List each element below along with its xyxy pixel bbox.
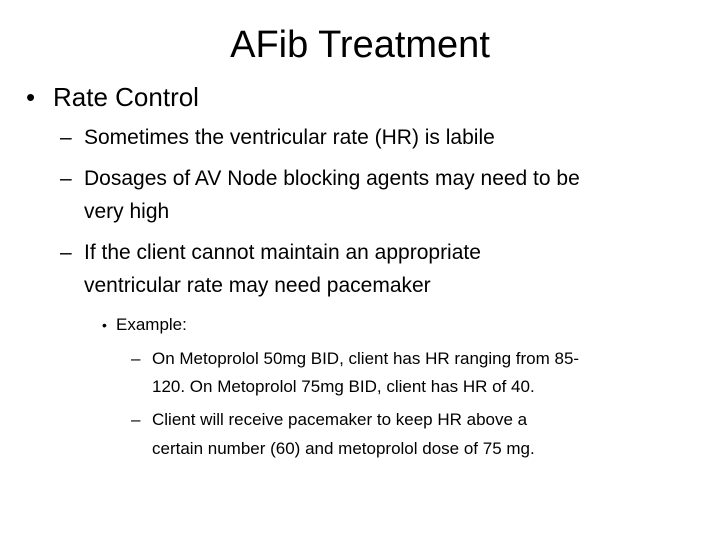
level2-item-1-line-1: Sometimes the ventricular rate (HR) is labile: [84, 126, 495, 149]
level4-item-1-line-2: 120. On Metoprolol 75mg BID, client has HR of 40.: [152, 377, 535, 396]
level2-bullet-2: –: [60, 167, 72, 190]
level2-item-2-line-2: very high: [84, 200, 170, 223]
level3-text-example: Example:: [116, 315, 187, 334]
level4-item-1-line-1: On Metoprolol 50mg BID, client has HR ranging from 85-: [152, 349, 580, 368]
slide-title: AFib Treatment: [230, 24, 490, 66]
level4-bullet-1: –: [131, 349, 141, 368]
level2-item-3-line-1: If the client cannot maintain an appropriate: [84, 241, 481, 264]
level2-item-3-line-2: ventricular rate may need pacemaker: [84, 274, 431, 297]
level2-bullet-3: –: [60, 241, 72, 264]
level1-text-rate-control: Rate Control: [53, 82, 199, 112]
level3-bullet: •: [102, 317, 107, 333]
level2-bullet-1: –: [60, 126, 72, 149]
level1-bullet: •: [26, 82, 36, 112]
level4-item-2-line-1: Client will receive pacemaker to keep HR above a: [152, 410, 528, 429]
level4-bullet-2: –: [131, 410, 141, 429]
level4-item-2-line-2: certain number (60) and metoprolol dose of 75 mg.: [152, 439, 535, 458]
level2-item-2-line-1: Dosages of AV Node blocking agents may need to be: [84, 167, 580, 190]
